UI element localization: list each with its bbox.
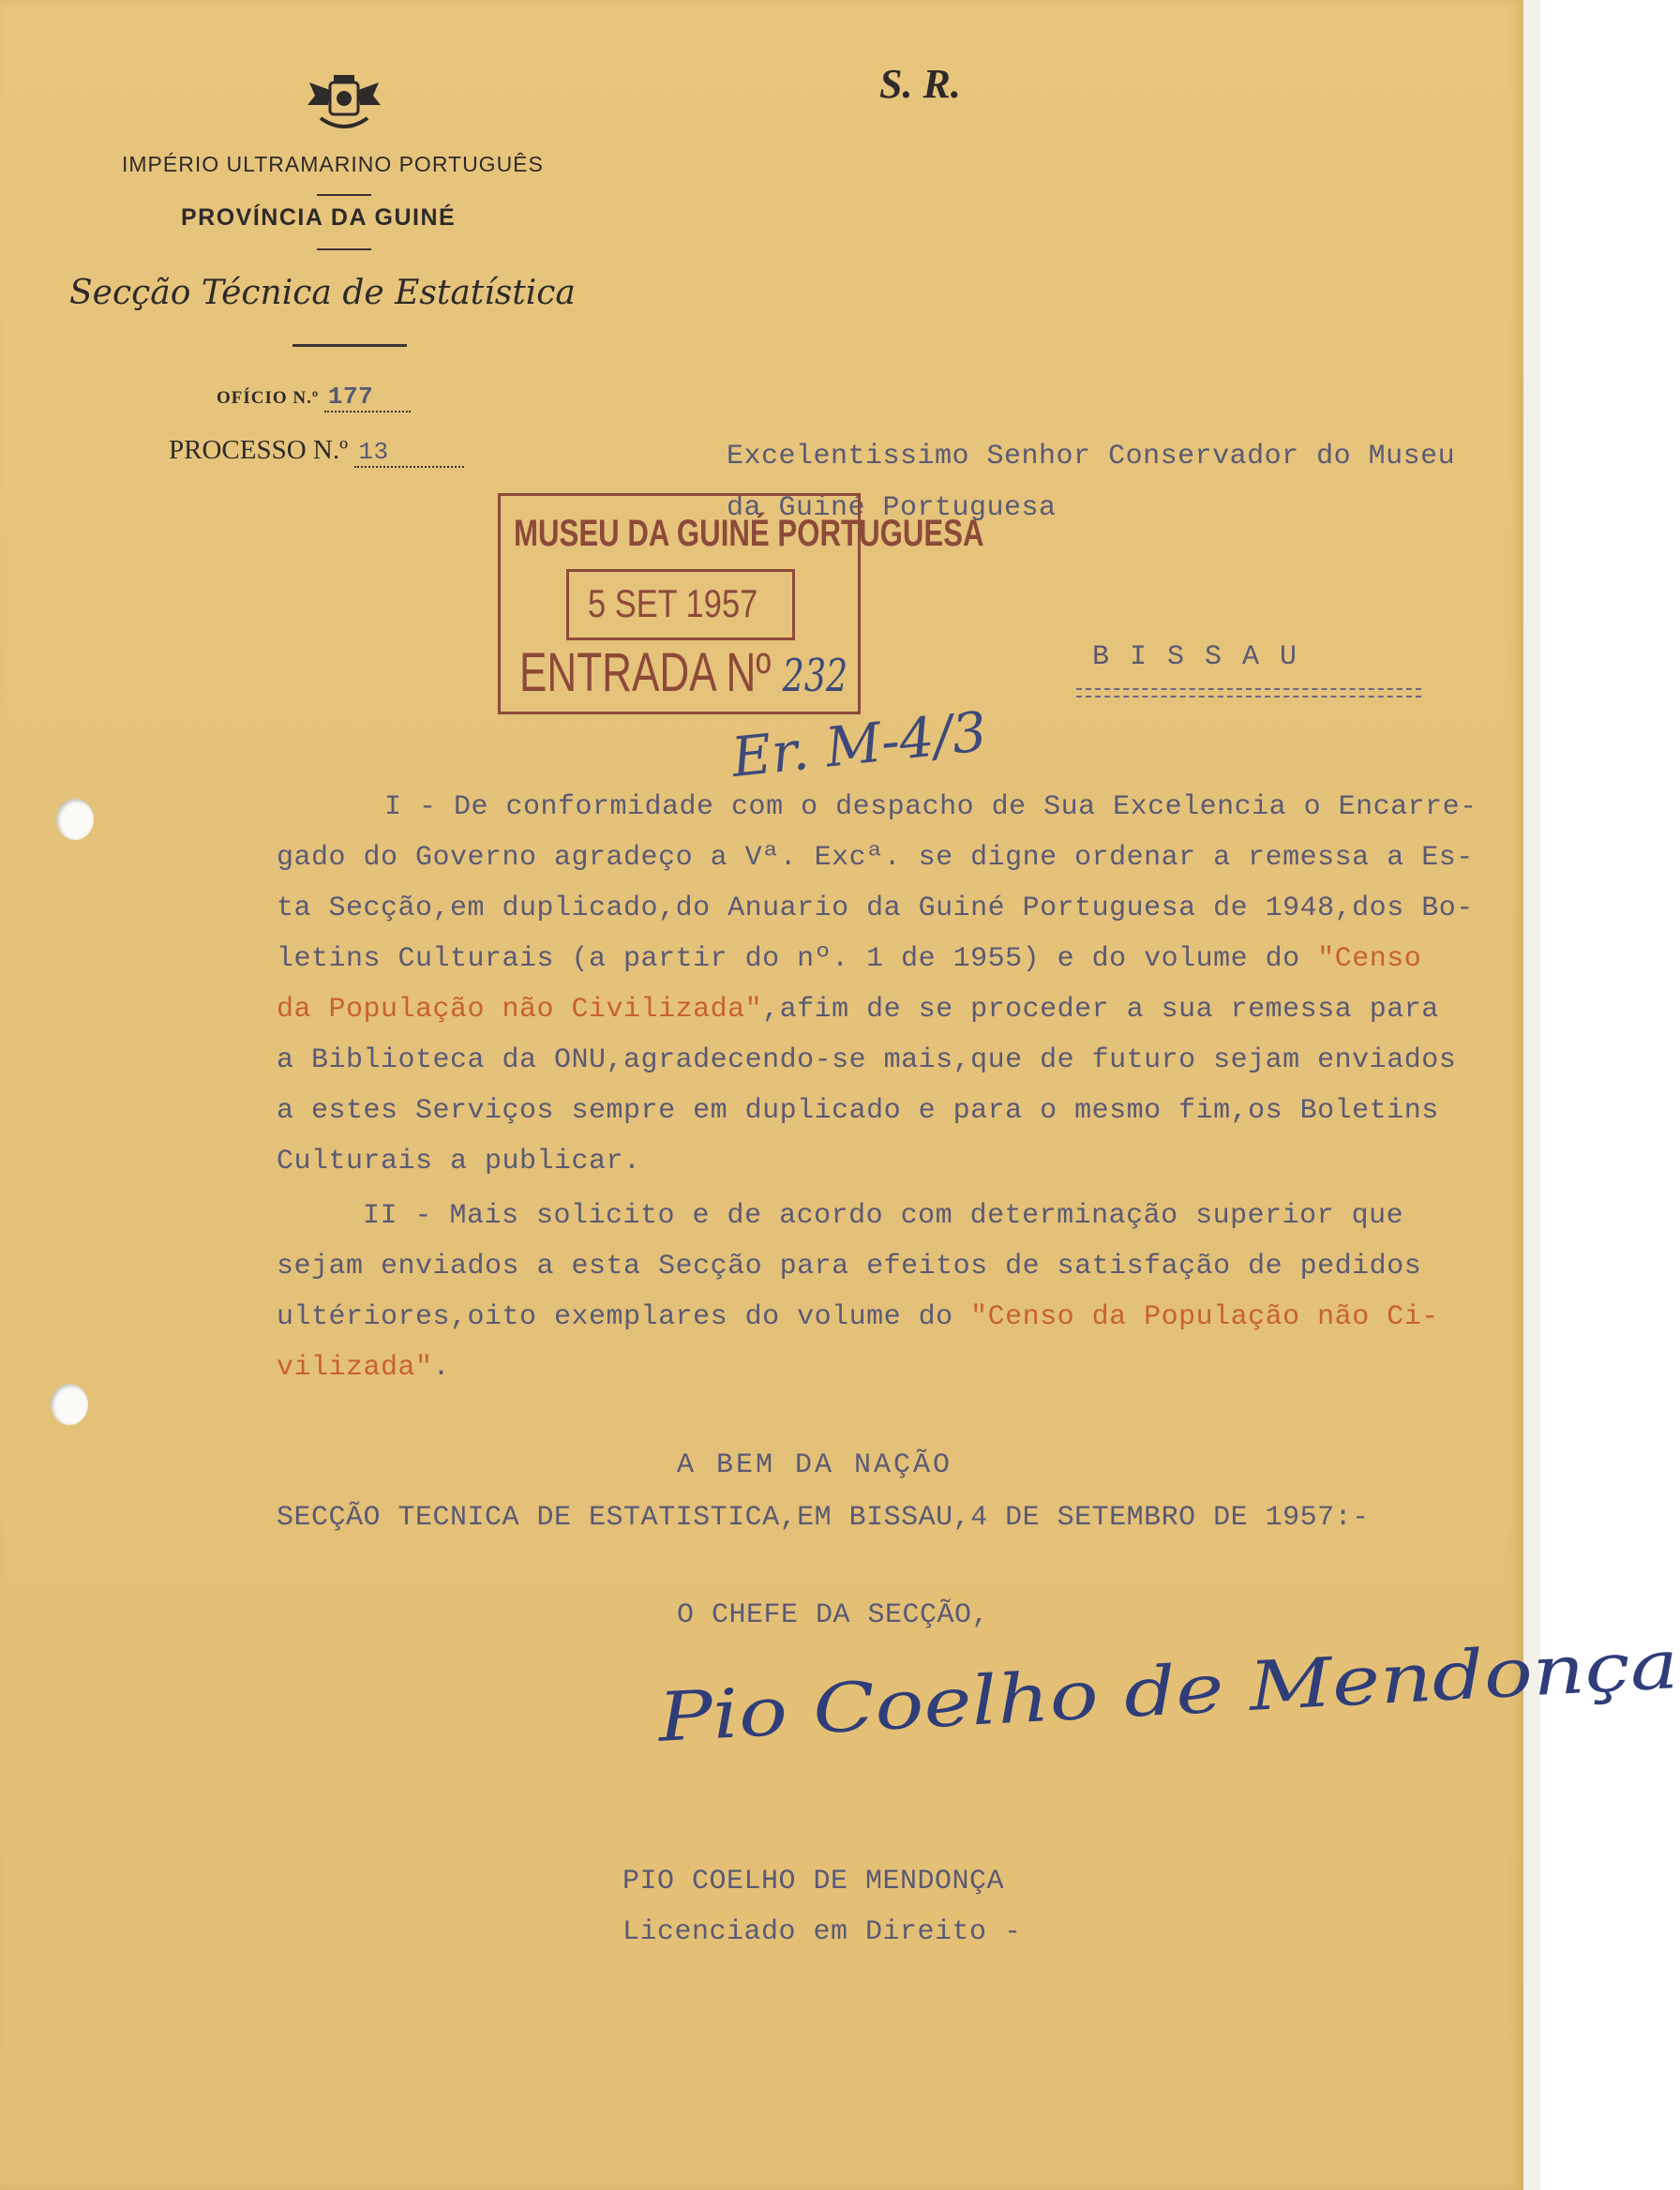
recipient-line-1: Excelentissimo Senhor Conservador do Museu bbox=[727, 441, 1456, 472]
body-line bbox=[277, 934, 1523, 984]
body-line: a estes Serviços sempre em duplicado e para o mesmo fim,os Boletins bbox=[277, 1095, 1439, 1127]
signature: Pio Coelho de Mendonça bbox=[656, 1624, 1680, 1757]
coat-of-arms-icon bbox=[302, 73, 386, 139]
stamp-date-box bbox=[566, 569, 795, 640]
letterhead-section: Secção Técnica de Estatística bbox=[69, 274, 576, 312]
body-text: . bbox=[432, 1352, 451, 1384]
stamp-date: 5 SET 1957 bbox=[588, 581, 758, 625]
entry-stamp bbox=[498, 493, 984, 714]
divider bbox=[317, 194, 371, 196]
oficio-number: 177 bbox=[324, 382, 411, 412]
stamp-entry-label: ENTRADA Nº bbox=[519, 642, 772, 703]
processo-label: PROCESSO N.º bbox=[169, 435, 349, 465]
body-line: Culturais a publicar. bbox=[277, 1146, 641, 1178]
page-edge bbox=[1523, 0, 1540, 2190]
signatory-title: Licenciado em Direito - bbox=[622, 1916, 1022, 1948]
body-line bbox=[277, 1292, 1523, 1342]
signatory-name: PIO COELHO DE MENDONÇA bbox=[622, 1866, 1005, 1898]
body-text: ultériores,oito exemplares do volume do bbox=[277, 1301, 971, 1333]
census-title: vilizada" bbox=[277, 1352, 433, 1384]
city-underline bbox=[1076, 688, 1421, 698]
divider bbox=[292, 344, 407, 347]
body-line: sejam enviados a esta Secção para efeitos de satisfação de pedidos bbox=[277, 1251, 1422, 1282]
closing-role: O CHEFE DA SECÇÃO, bbox=[677, 1599, 990, 1631]
body-paragraph-2 bbox=[277, 1191, 1523, 1393]
closing-place-date: SECÇÃO TECNICA DE ESTATISTICA,EM BISSAU,4 DE SETEMBRO DE 1957:- bbox=[277, 1502, 1370, 1534]
body-line: II - Mais solicito e de acordo com determinação superior que bbox=[363, 1200, 1404, 1232]
body-line: ta Secção,em duplicado,do Anuario da Guiné Portuguesa de 1948,dos Bo- bbox=[277, 892, 1474, 924]
census-title: "Censo bbox=[1317, 943, 1422, 975]
stamp-header: MUSEU DA GUINÉ PORTUGUESA bbox=[514, 513, 984, 554]
processo-number: 13 bbox=[354, 438, 463, 468]
corner-mark: S. R. bbox=[879, 61, 961, 107]
letterhead-empire: IMPÉRIO ULTRAMARINO PORTUGUÊS bbox=[122, 152, 544, 176]
divider bbox=[317, 248, 371, 250]
body-line bbox=[277, 984, 1523, 1035]
punch-hole bbox=[56, 799, 94, 840]
stamp-entry-number: 232 bbox=[782, 650, 848, 702]
letterhead-province: PROVÍNCIA DA GUINÉ bbox=[181, 204, 457, 231]
oficio-label: OFÍCIO N.º bbox=[217, 388, 320, 408]
census-title: da População não Civilizada" bbox=[277, 994, 763, 1026]
body-text: ,afim de se proceder a sua remessa para bbox=[762, 994, 1439, 1026]
body-line bbox=[277, 1342, 1523, 1393]
handwritten-annotation: Er. M-4/3 bbox=[728, 698, 990, 790]
census-title: "Censo da População não Ci- bbox=[970, 1301, 1439, 1333]
body-text: letins Culturais (a partir do nº. 1 de 1955) e do volume do bbox=[277, 943, 1318, 975]
body-line: a Biblioteca da ONU,agradecendo-se mais,que de futuro sejam enviados bbox=[277, 1044, 1457, 1076]
closing-motto: A BEM DA NAÇÃO bbox=[677, 1449, 953, 1481]
punch-hole bbox=[51, 1384, 88, 1425]
body-line: gado do Governo agradeço a Vª. Excª. se digne ordenar a remessa a Es- bbox=[277, 842, 1474, 874]
body-line: I - De conformidade com o despacho de Sua Excelencia o Encarre- bbox=[384, 791, 1478, 823]
body-paragraph-1 bbox=[277, 782, 1523, 1187]
recipient-line-2: da Guiné Portuguesa bbox=[727, 492, 1057, 524]
recipient-city: B I S S A U bbox=[1092, 641, 1299, 673]
